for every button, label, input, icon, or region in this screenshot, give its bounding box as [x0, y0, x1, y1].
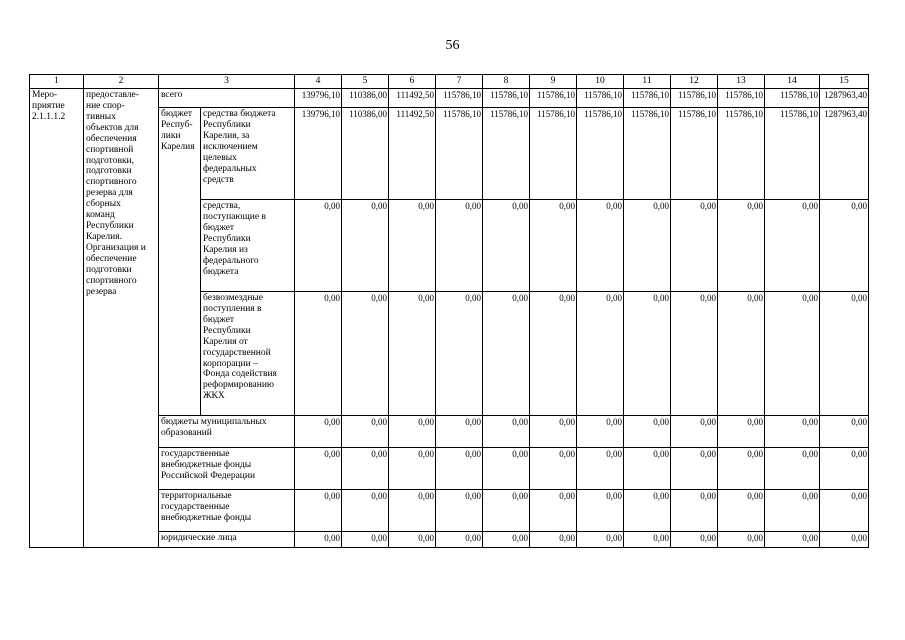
value-cell: 0,00: [530, 448, 577, 490]
value-cell: 115786,10: [671, 108, 718, 200]
value-cell: 0,00: [577, 200, 624, 292]
value-cell: 0,00: [820, 200, 869, 292]
column-header-2: 2: [84, 75, 159, 89]
value-cell: 0,00: [295, 448, 342, 490]
column-header-1: 1: [30, 75, 84, 89]
value-cell: 0,00: [295, 490, 342, 532]
value-cell: 115786,10: [718, 89, 765, 108]
value-cell: 115786,10: [577, 89, 624, 108]
value-cell: 0,00: [765, 292, 820, 416]
value-cell: 0,00: [718, 448, 765, 490]
value-cell: 0,00: [624, 292, 671, 416]
value-cell: 0,00: [765, 490, 820, 532]
value-cell: 0,00: [436, 292, 483, 416]
table-row: [30, 89, 869, 108]
value-cell: 1287963,40: [820, 89, 869, 108]
funding-source-label: средства бюджета Республики Карелия, за исключением целевых федеральных средств: [201, 108, 295, 200]
value-cell: 139796,10: [295, 108, 342, 200]
value-cell: 0,00: [820, 416, 869, 448]
budget-table: [29, 74, 869, 548]
value-cell: 0,00: [295, 292, 342, 416]
value-cell: 0,00: [295, 416, 342, 448]
value-cell: 0,00: [765, 416, 820, 448]
value-cell: 0,00: [483, 490, 530, 532]
value-cell: 115786,10: [483, 108, 530, 200]
value-cell: 0,00: [389, 448, 436, 490]
value-cell: 0,00: [483, 200, 530, 292]
value-cell: 0,00: [436, 490, 483, 532]
value-cell: 110386,00: [342, 108, 389, 200]
value-cell: 0,00: [530, 532, 577, 548]
value-cell: 0,00: [436, 448, 483, 490]
value-cell: 0,00: [389, 292, 436, 416]
header-row: [30, 75, 869, 89]
value-cell: 115786,10: [624, 108, 671, 200]
value-cell: 0,00: [342, 490, 389, 532]
funding-source-label: бюджеты муниципальных образований: [159, 416, 295, 448]
value-cell: 0,00: [671, 292, 718, 416]
value-cell: 115786,10: [436, 89, 483, 108]
value-cell: 0,00: [820, 448, 869, 490]
value-cell: 0,00: [342, 532, 389, 548]
value-cell: 0,00: [624, 416, 671, 448]
value-cell: 0,00: [624, 200, 671, 292]
budget-group-label: бюджет Респуб- лики Карелия: [159, 108, 201, 416]
value-cell: 0,00: [718, 490, 765, 532]
value-cell: 0,00: [577, 532, 624, 548]
value-cell: 0,00: [483, 416, 530, 448]
column-header-7: 7: [436, 75, 483, 89]
value-cell: 1287963,40: [820, 108, 869, 200]
value-cell: 0,00: [820, 532, 869, 548]
value-cell: 0,00: [530, 490, 577, 532]
value-cell: 0,00: [718, 292, 765, 416]
value-cell: 115786,10: [483, 89, 530, 108]
value-cell: 0,00: [530, 292, 577, 416]
value-cell: 0,00: [577, 490, 624, 532]
value-cell: 0,00: [483, 532, 530, 548]
column-header-14: 14: [765, 75, 820, 89]
value-cell: 0,00: [295, 200, 342, 292]
column-header-3: 3: [159, 75, 295, 89]
value-cell: 0,00: [671, 532, 718, 548]
funding-source-label: территориальные государственные внебюджетные фонды: [159, 490, 295, 532]
value-cell: 0,00: [765, 532, 820, 548]
value-cell: 0,00: [765, 200, 820, 292]
value-cell: 0,00: [624, 448, 671, 490]
value-cell: 0,00: [671, 490, 718, 532]
value-cell: 110386,00: [342, 89, 389, 108]
value-cell: 0,00: [342, 416, 389, 448]
value-cell: 115786,10: [436, 108, 483, 200]
value-cell: 111492,50: [389, 89, 436, 108]
column-header-12: 12: [671, 75, 718, 89]
value-cell: 0,00: [671, 416, 718, 448]
funding-source-label: юридические лица: [159, 532, 295, 548]
value-cell: 0,00: [436, 416, 483, 448]
value-cell: 0,00: [436, 200, 483, 292]
value-cell: 115786,10: [577, 108, 624, 200]
column-header-6: 6: [389, 75, 436, 89]
column-header-8: 8: [483, 75, 530, 89]
column-header-9: 9: [530, 75, 577, 89]
value-cell: 0,00: [624, 532, 671, 548]
value-cell: 0,00: [577, 292, 624, 416]
value-cell: 115786,10: [671, 89, 718, 108]
value-cell: 0,00: [718, 416, 765, 448]
value-cell: 0,00: [624, 490, 671, 532]
value-cell: 0,00: [389, 532, 436, 548]
funding-source-label: государственные внебюджетные фонды Российской Федерации: [159, 448, 295, 490]
value-cell: 0,00: [577, 416, 624, 448]
value-cell: 0,00: [436, 532, 483, 548]
value-cell: 115786,10: [718, 108, 765, 200]
column-header-15: 15: [820, 75, 869, 89]
value-cell: 0,00: [342, 200, 389, 292]
value-cell: 0,00: [530, 416, 577, 448]
value-cell: 0,00: [718, 200, 765, 292]
column-header-11: 11: [624, 75, 671, 89]
value-cell: 115786,10: [624, 89, 671, 108]
activity-description-cell: предоставле- ние спор- тивных объектов для обеспечения спортивной подготовки, подготовки спортивного резерва для сборных команд Республики Карелия. Организация и обеспечение подготовки спортивного резерва: [84, 89, 159, 548]
funding-source-label: средства, поступающие в бюджет Республики Карелия из федерального бюджета: [201, 200, 295, 292]
value-cell: 0,00: [718, 532, 765, 548]
value-cell: 0,00: [820, 490, 869, 532]
value-cell: 0,00: [389, 416, 436, 448]
column-header-13: 13: [718, 75, 765, 89]
value-cell: 0,00: [577, 448, 624, 490]
value-cell: 0,00: [389, 490, 436, 532]
column-header-5: 5: [342, 75, 389, 89]
value-cell: 0,00: [483, 448, 530, 490]
value-cell: 115786,10: [530, 108, 577, 200]
value-cell: 0,00: [342, 448, 389, 490]
page-number: 56: [445, 38, 460, 53]
value-cell: 115786,10: [765, 89, 820, 108]
column-header-4: 4: [295, 75, 342, 89]
value-cell: 0,00: [820, 292, 869, 416]
value-cell: 0,00: [765, 448, 820, 490]
value-cell: 0,00: [671, 448, 718, 490]
value-cell: 0,00: [295, 532, 342, 548]
activity-code-cell: Меро- приятие 2.1.1.1.2: [30, 89, 84, 548]
value-cell: 115786,10: [765, 108, 820, 200]
funding-source-label: безвозмездные поступления в бюджет Республики Карелия от государственной корпорации – Фонда содействия реформированию ЖКХ: [201, 292, 295, 416]
value-cell: 0,00: [342, 292, 389, 416]
value-cell: 111492,50: [389, 108, 436, 200]
value-cell: 139796,10: [295, 89, 342, 108]
column-header-10: 10: [577, 75, 624, 89]
funding-source-label: всего: [159, 89, 295, 108]
value-cell: 0,00: [389, 200, 436, 292]
value-cell: 0,00: [671, 200, 718, 292]
value-cell: 115786,10: [530, 89, 577, 108]
value-cell: 0,00: [483, 292, 530, 416]
value-cell: 0,00: [530, 200, 577, 292]
